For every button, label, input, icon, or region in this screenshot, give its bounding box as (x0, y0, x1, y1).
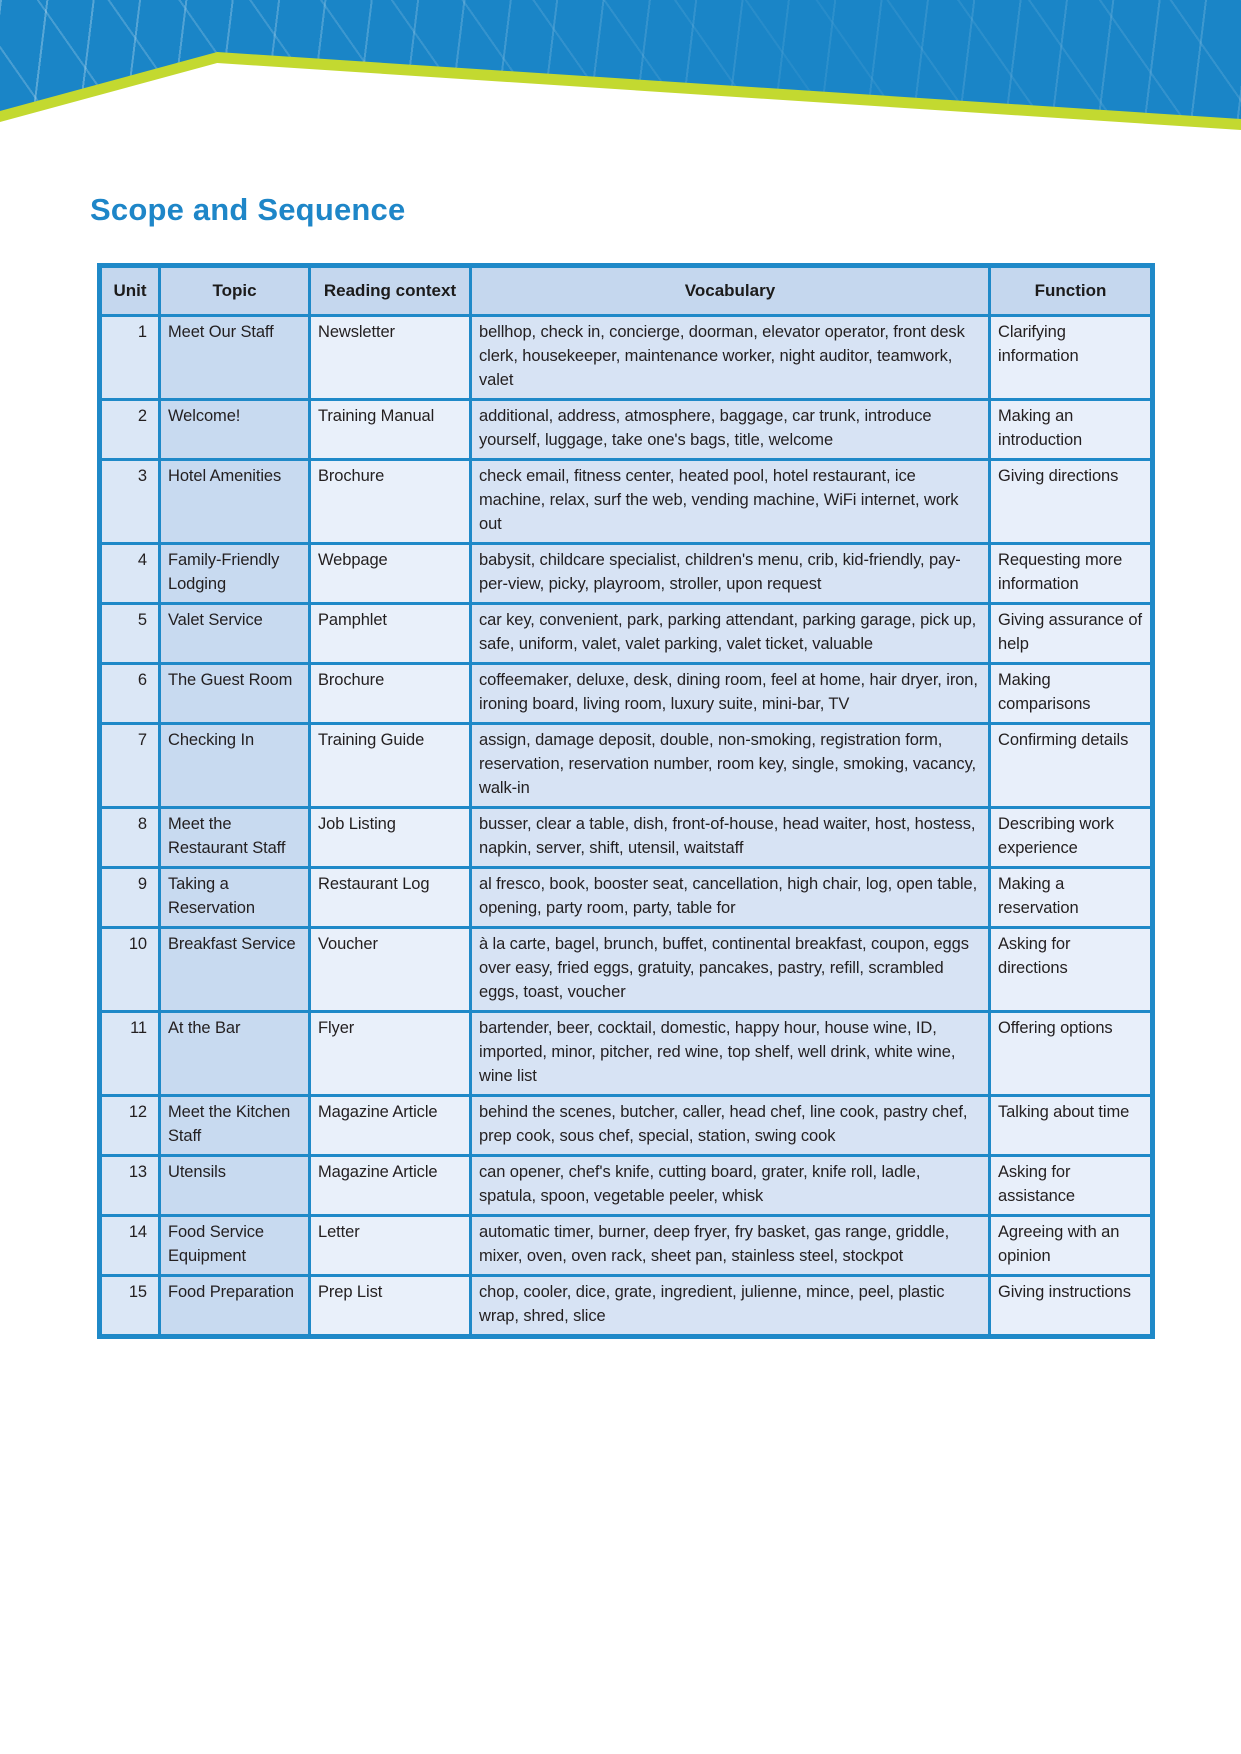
vocabulary-cell: check email, fitness center, heated pool, hotel restaurant, ice machine, relax, surf the web, vending machine, WiFi internet, work out (471, 460, 990, 544)
function-cell: Requesting more information (990, 544, 1153, 604)
reading-context-cell: Letter (310, 1216, 471, 1276)
diagonal-grid-pattern (0, 0, 1241, 150)
unit-cell: 9 (100, 868, 160, 928)
topic-cell: Food Preparation (160, 1276, 310, 1337)
reading-context-cell: Newsletter (310, 316, 471, 400)
vocabulary-cell: babysit, childcare specialist, children's menu, crib, kid-friendly, pay-per-view, picky, playroom, stroller, upon request (471, 544, 990, 604)
table-row (100, 460, 1153, 544)
function-cell: Making a reservation (990, 868, 1153, 928)
table-row (100, 544, 1153, 604)
unit-cell: 5 (100, 604, 160, 664)
table-header-row (100, 266, 1153, 316)
unit-cell: 8 (100, 808, 160, 868)
table-row (100, 1096, 1153, 1156)
table-row (100, 604, 1153, 664)
unit-cell: 3 (100, 460, 160, 544)
reading-context-cell: Restaurant Log (310, 868, 471, 928)
reading-context-cell: Voucher (310, 928, 471, 1012)
unit-cell: 10 (100, 928, 160, 1012)
reading-context-cell: Job Listing (310, 808, 471, 868)
topic-cell: At the Bar (160, 1012, 310, 1096)
topic-cell: Food Service Equipment (160, 1216, 310, 1276)
unit-cell: 15 (100, 1276, 160, 1337)
table-row (100, 724, 1153, 808)
unit-cell: 14 (100, 1216, 160, 1276)
vocabulary-cell: busser, clear a table, dish, front-of-house, head waiter, host, hostess, napkin, server, shift, utensil, waitstaff (471, 808, 990, 868)
vocabulary-cell: bellhop, check in, concierge, doorman, elevator operator, front desk clerk, housekeeper, maintenance worker, night auditor, teamwork, valet (471, 316, 990, 400)
table-row (100, 808, 1153, 868)
vocabulary-cell: à la carte, bagel, brunch, buffet, continental breakfast, coupon, eggs over easy, fried eggs, gratuity, pancakes, pastry, refill, scrambled eggs, toast, voucher (471, 928, 990, 1012)
reading-context-cell: Brochure (310, 664, 471, 724)
topic-cell: Hotel Amenities (160, 460, 310, 544)
topic-cell: Breakfast Service (160, 928, 310, 1012)
unit-cell: 12 (100, 1096, 160, 1156)
vocabulary-cell: additional, address, atmosphere, baggage, car trunk, introduce yourself, luggage, take one's bags, title, welcome (471, 400, 990, 460)
topic-cell: Checking In (160, 724, 310, 808)
table-row (100, 664, 1153, 724)
table-row (100, 400, 1153, 460)
topic-cell: Welcome! (160, 400, 310, 460)
topic-cell: Taking a Reservation (160, 868, 310, 928)
reading-context-cell: Magazine Article (310, 1156, 471, 1216)
function-cell: Clarifying information (990, 316, 1153, 400)
table-row (100, 1216, 1153, 1276)
vocabulary-cell: bartender, beer, cocktail, domestic, happy hour, house wine, ID, imported, minor, pitcher, red wine, top shelf, well drink, white wine, wine list (471, 1012, 990, 1096)
vocabulary-cell: automatic timer, burner, deep fryer, fry basket, gas range, griddle, mixer, oven, oven rack, sheet pan, stainless steel, stockpot (471, 1216, 990, 1276)
function-cell: Making comparisons (990, 664, 1153, 724)
unit-cell: 7 (100, 724, 160, 808)
table-row (100, 928, 1153, 1012)
function-cell: Making an introduction (990, 400, 1153, 460)
reading-context-cell: Training Guide (310, 724, 471, 808)
vocabulary-cell: assign, damage deposit, double, non-smoking, registration form, reservation, reservation number, room key, single, smoking, vacancy, walk-in (471, 724, 990, 808)
page-title: Scope and Sequence (90, 191, 406, 227)
reading-context-cell: Training Manual (310, 400, 471, 460)
table-row (100, 316, 1153, 400)
function-cell: Describing work experience (990, 808, 1153, 868)
column-header-topic: Topic (160, 266, 310, 316)
topic-cell: Family-Friendly Lodging (160, 544, 310, 604)
function-cell: Asking for directions (990, 928, 1153, 1012)
vocabulary-cell: car key, convenient, park, parking attendant, parking garage, pick up, safe, uniform, valet, valet parking, valet ticket, valuable (471, 604, 990, 664)
function-cell: Agreeing with an opinion (990, 1216, 1153, 1276)
topic-cell: Meet Our Staff (160, 316, 310, 400)
function-cell: Giving directions (990, 460, 1153, 544)
topic-cell: Meet the Restaurant Staff (160, 808, 310, 868)
reading-context-cell: Flyer (310, 1012, 471, 1096)
column-header-unit: Unit (100, 266, 160, 316)
reading-context-cell: Prep List (310, 1276, 471, 1337)
vocabulary-cell: al fresco, book, booster seat, cancellation, high chair, log, open table, opening, party room, party, table for (471, 868, 990, 928)
topic-cell: Meet the Kitchen Staff (160, 1096, 310, 1156)
unit-cell: 4 (100, 544, 160, 604)
reading-context-cell: Webpage (310, 544, 471, 604)
column-header-function: Function (990, 266, 1153, 316)
topic-cell: Utensils (160, 1156, 310, 1216)
table-row (100, 1012, 1153, 1096)
unit-cell: 11 (100, 1012, 160, 1096)
function-cell: Confirming details (990, 724, 1153, 808)
unit-cell: 1 (100, 316, 160, 400)
header-band (0, 0, 1241, 150)
vocabulary-cell: chop, cooler, dice, grate, ingredient, julienne, mince, peel, plastic wrap, shred, slice (471, 1276, 990, 1337)
vocabulary-cell: coffeemaker, deluxe, desk, dining room, feel at home, hair dryer, iron, ironing board, living room, luxury suite, mini-bar, TV (471, 664, 990, 724)
topic-cell: The Guest Room (160, 664, 310, 724)
function-cell: Talking about time (990, 1096, 1153, 1156)
function-cell: Asking for assistance (990, 1156, 1153, 1216)
scope-and-sequence-table (97, 263, 1155, 1339)
function-cell: Offering options (990, 1012, 1153, 1096)
column-header-reading-context: Reading context (310, 266, 471, 316)
table-row (100, 1156, 1153, 1216)
vocabulary-cell: behind the scenes, butcher, caller, head chef, line cook, pastry chef, prep cook, sous chef, special, station, swing cook (471, 1096, 990, 1156)
reading-context-cell: Brochure (310, 460, 471, 544)
function-cell: Giving instructions (990, 1276, 1153, 1337)
topic-cell: Valet Service (160, 604, 310, 664)
reading-context-cell: Pamphlet (310, 604, 471, 664)
column-header-vocabulary: Vocabulary (471, 266, 990, 316)
unit-cell: 2 (100, 400, 160, 460)
table-row (100, 1276, 1153, 1337)
reading-context-cell: Magazine Article (310, 1096, 471, 1156)
function-cell: Giving assurance of help (990, 604, 1153, 664)
unit-cell: 6 (100, 664, 160, 724)
unit-cell: 13 (100, 1156, 160, 1216)
vocabulary-cell: can opener, chef's knife, cutting board, grater, knife roll, ladle, spatula, spoon, vegetable peeler, whisk (471, 1156, 990, 1216)
table-row (100, 868, 1153, 928)
